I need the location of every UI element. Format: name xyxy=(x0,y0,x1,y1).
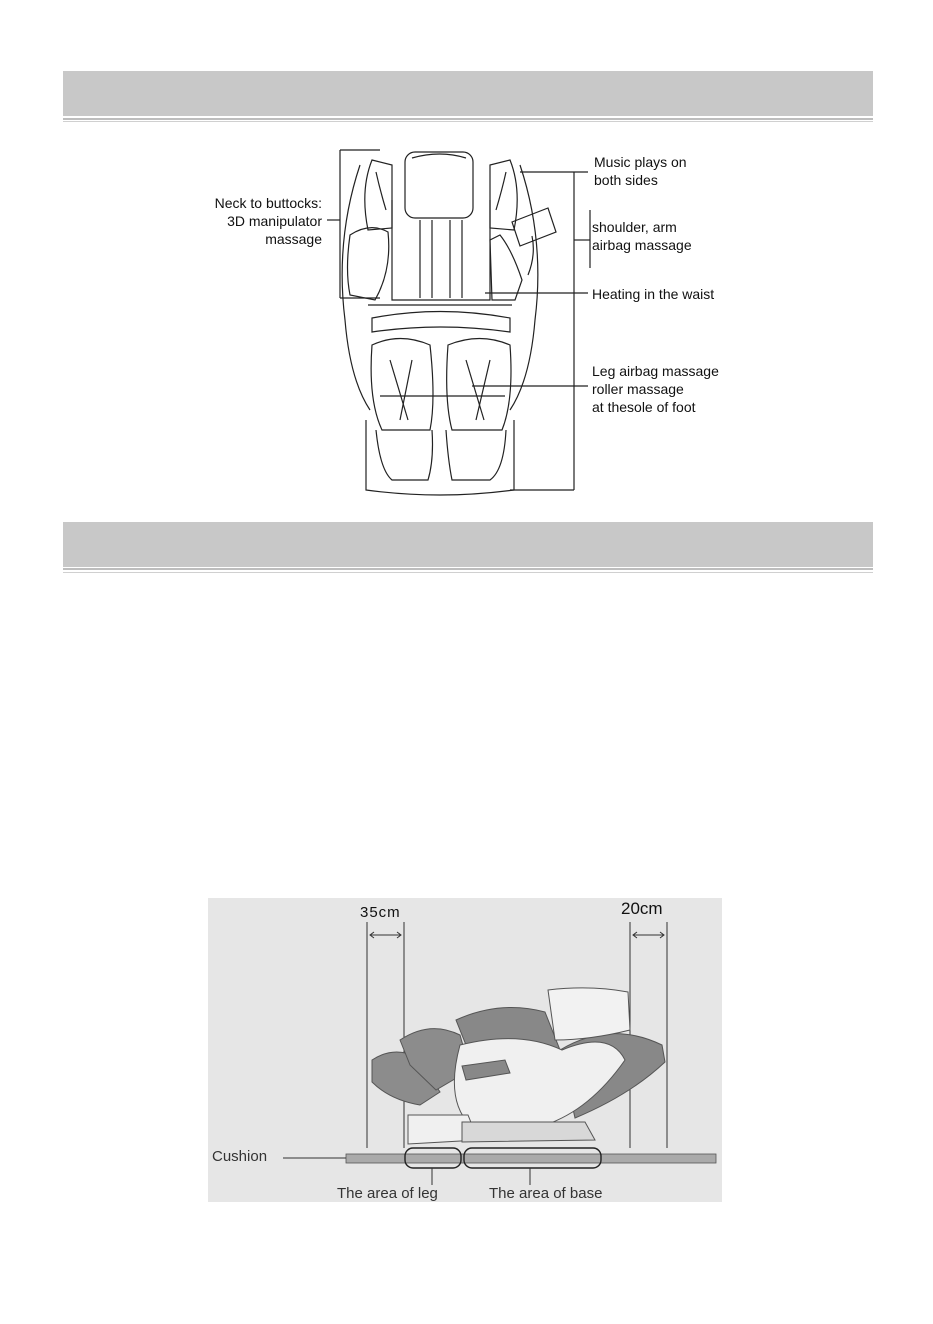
leg-label-line-2: roller massage xyxy=(592,381,684,397)
shoulder-label-line-2: airbag massage xyxy=(592,237,692,253)
cushion-label: Cushion xyxy=(212,1148,268,1165)
shoulder-label-line-1: shoulder, arm xyxy=(592,219,677,235)
right-clearance-label: 20cm xyxy=(621,899,663,918)
leg-area-label: The area of leg xyxy=(337,1185,438,1202)
left-clearance-label: 35cm xyxy=(360,904,401,921)
leg-label-line-1: Leg airbag massage xyxy=(592,363,719,379)
music-label-line-2: both sides xyxy=(594,172,658,188)
base-area-label: The area of base xyxy=(489,1185,603,1202)
leg-label-line-3: at thesole of foot xyxy=(592,399,696,415)
neck-label-line-2: 3D manipulator xyxy=(227,213,322,229)
neck-label-line-1: Neck to buttocks: xyxy=(214,195,322,211)
neck-label-line-3: massage xyxy=(265,231,322,247)
music-label-line-1: Music plays on xyxy=(594,154,687,170)
heating-label: Heating in the waist xyxy=(592,286,715,302)
